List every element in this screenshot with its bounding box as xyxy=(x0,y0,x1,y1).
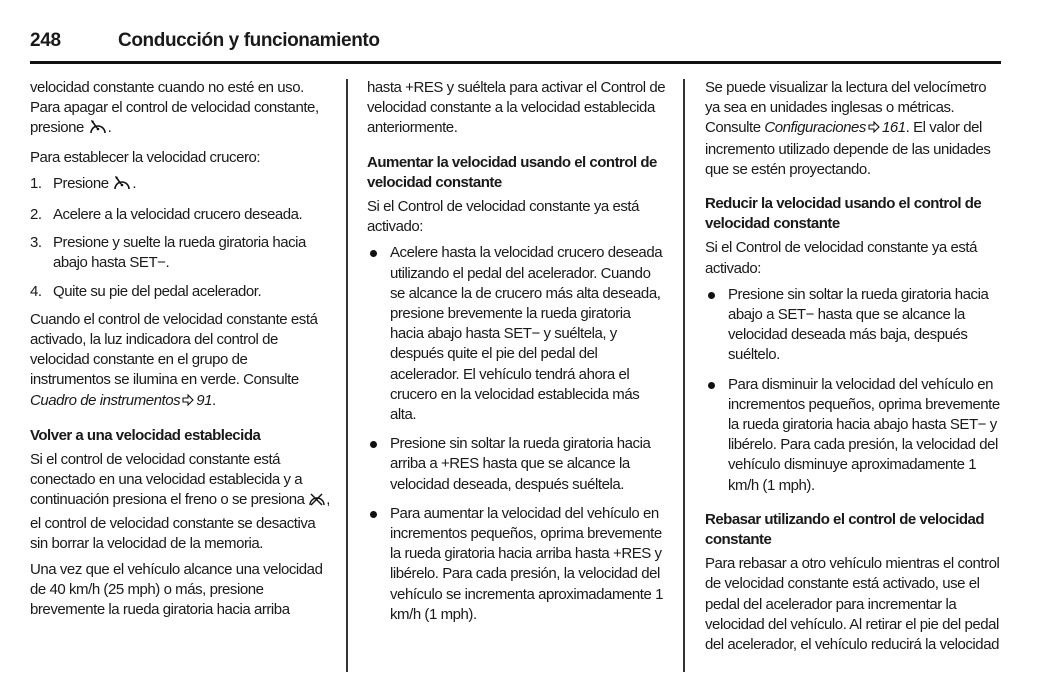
column-1 xyxy=(30,78,330,627)
bullet-list xyxy=(367,243,667,625)
list-item: 2. Acelere a la velocidad crucero deseada. xyxy=(30,206,303,224)
cruise-on-off-icon xyxy=(112,175,132,197)
paragraph: Una vez que el vehículo alcance una velocidad de 40 km/h (25 mph) o más, presione brevemente la rueda giratoria hacia arriba xyxy=(30,561,323,619)
column-2 xyxy=(367,78,667,634)
list-item: Acelere hasta la velocidad crucero deseada utilizando el pedal del acelerador. Cuando se alcance la de crucero más alta deseada, presione brevemente la rueda giratoria hacia abajo hasta SET− y suéltela, y después quite el pie del pedal del acelerador. El vehículo tendrá ahora el crucero en la velocidad establecida más alta. xyxy=(367,243,667,425)
steps-list xyxy=(30,174,330,302)
section-heading: Aumentar la velocidad usando el control de velocidad constante xyxy=(367,153,657,191)
page-header xyxy=(30,30,1001,62)
bullet-icon xyxy=(370,250,377,257)
paragraph: Cuando el control de velocidad constante está activado, la luz indicadora del control de velocidad constante en el grupo de instrumentos se ilumina en verde. Consulte Cuadro de instrumentos 91. xyxy=(30,310,330,412)
bullet-icon xyxy=(370,441,377,448)
bullet-list xyxy=(705,285,1003,496)
cross-reference-title: Cuadro de instrumentos xyxy=(30,391,181,409)
page-reference-arrow-icon xyxy=(868,119,880,139)
paragraph: Si el Control de velocidad constante ya está activado: xyxy=(367,198,640,236)
list-item: Presione sin soltar la rueda giratoria hacia abajo a SET− hasta que se alcance la velocidad deseada más baja, después suéltelo. xyxy=(705,285,1003,366)
cruise-on-off-icon xyxy=(88,119,108,141)
list-item: 3. Presione y suelte la rueda giratoria hacia abajo hasta SET−. xyxy=(30,234,306,272)
column-divider-2 xyxy=(683,79,685,672)
chapter-title: Conducción y funcionamiento xyxy=(118,30,380,51)
list-item: Presione sin soltar la rueda giratoria hacia arriba a +RES hasta que se alcance la velocidad deseada, después suéltela. xyxy=(367,434,667,495)
cross-reference-page: 161 xyxy=(881,119,906,137)
paragraph: velocidad constante cuando no esté en uso. Para apagar el control de velocidad constante, presione . xyxy=(30,78,330,142)
section-heading: Reducir la velocidad usando el control de velocidad constante xyxy=(705,195,982,233)
page-number: 248 xyxy=(30,30,61,51)
list-item: Para aumentar la velocidad del vehículo en incrementos pequeños, oprima brevemente la rueda giratoria hacia arriba hasta +RES y libérelo. Para cada presión, la velocidad del vehículo se incrementa aproximadamente 1 km/h (1 mph). xyxy=(367,504,667,625)
bullet-icon xyxy=(708,382,715,389)
paragraph: hasta +RES y suéltela para activar el Control de velocidad constante a la velocidad establecida anteriormente. xyxy=(367,79,666,137)
paragraph: Si el Control de velocidad constante ya está activado: xyxy=(705,239,978,277)
list-item: 1. Presione . xyxy=(30,174,330,197)
page-reference-arrow-icon xyxy=(182,392,194,412)
paragraph: Se puede visualizar la lectura del velocímetro ya sea en unidades inglesas o métricas. Consulte Configuraciones 161. El valor del incremento utilizado depende de las unidades que se estén proyectando. xyxy=(705,79,991,178)
paragraph: Si el control de velocidad constante está conectado en una velocidad establecida y a continuación presiona el freno o se presiona , el control de velocidad constante se desactiva sin borrar la velocidad de la memoria. xyxy=(30,451,330,552)
header-rule xyxy=(30,61,1001,64)
paragraph: Para establecer la velocidad crucero: xyxy=(30,148,261,166)
column-3 xyxy=(705,78,1003,661)
column-divider-1 xyxy=(346,79,348,672)
cross-reference-page: 91 xyxy=(196,391,212,409)
list-item: 4. Quite su pie del pedal acelerador. xyxy=(30,282,262,300)
section-heading: Rebasar utilizando el control de velocidad constante xyxy=(705,510,985,549)
cross-reference-title: Configuraciones xyxy=(764,119,866,137)
cruise-cancel-icon xyxy=(308,491,326,513)
list-item: Para disminuir la velocidad del vehículo en incrementos pequeños, oprima brevemente la rueda giratoria hacia abajo hasta SET− y libérelo. Para cada presión, la velocidad del vehículo disminuye aproximadamente 1 km/h (1 mph). xyxy=(705,375,1003,496)
bullet-icon xyxy=(708,292,715,299)
section-heading: Volver a una velocidad establecida xyxy=(30,426,261,444)
paragraph: Para rebasar a otro vehículo mientras el control de velocidad constante está activado, use el pedal del acelerador para incrementar la velocidad del vehículo. Al retirar el pie del pedal del acelerador, el vehículo reducirá la velocidad xyxy=(705,555,1000,654)
bullet-icon xyxy=(370,511,377,518)
